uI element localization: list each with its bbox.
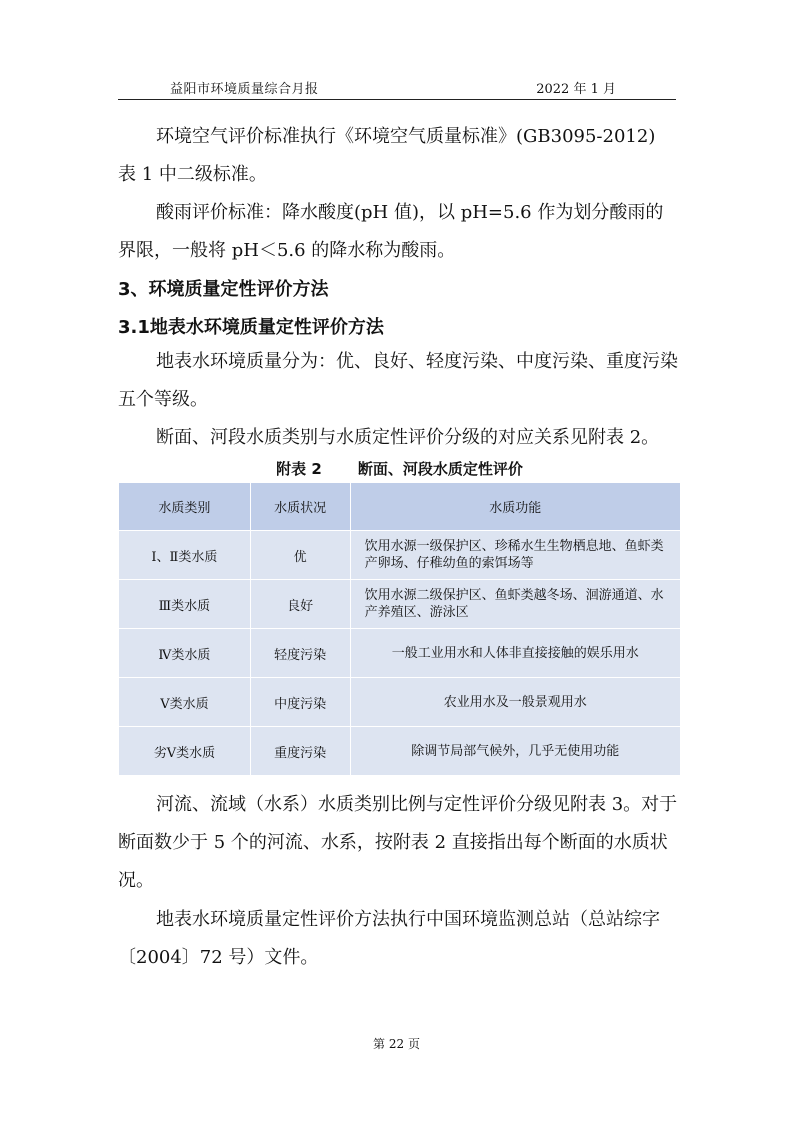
water-status-cell: 中度污染 <box>250 678 350 727</box>
water-class-cell: Ⅰ、Ⅱ类水质 <box>119 531 251 580</box>
water-function-cell: 一般工业用水和人体非直接接触的娱乐用水 <box>350 629 680 678</box>
water-function-cell: 饮用水源一级保护区、珍稀水生生物栖息地、鱼虾类产卵场、仔稚幼鱼的索饵场等 <box>350 531 680 580</box>
quality-levels-paragraph: 地表水环境质量分为：优、良好、轻度污染、中度污染、重度污染五个等级。 <box>118 351 678 410</box>
header-water-function: 水质功能 <box>350 483 680 531</box>
water-function-cell: 农业用水及一般景观用水 <box>350 678 680 727</box>
table-row <box>119 678 681 727</box>
water-function-cell: 饮用水源二级保护区、鱼虾类越冬场、洄游通道、水产养殖区、游泳区 <box>350 580 680 629</box>
water-status-cell: 良好 <box>250 580 350 629</box>
water-class-cell: Ⅴ类水质 <box>119 678 251 727</box>
method-reference-paragraph: 地表水环境质量定性评价方法执行中国环境监测总站（总站综字〔2004〕72 号）文件。 <box>118 909 660 968</box>
air-standard-paragraph: 环境空气评价标准执行《环境空气质量标准》(GB3095-2012) 表 1 中二级标准。 <box>118 126 656 185</box>
water-status-cell: 优 <box>250 531 350 580</box>
water-function-cell: 除调节局部气候外，几乎无使用功能 <box>350 727 680 776</box>
table-row <box>119 531 681 580</box>
section-heading-3: 3、环境质量定性评价方法 <box>118 279 329 300</box>
water-quality-table <box>118 482 681 776</box>
table-row <box>119 629 681 678</box>
water-status-cell: 轻度污染 <box>250 629 350 678</box>
header-water-status: 水质状况 <box>250 483 350 531</box>
table-header-row <box>119 483 681 531</box>
water-class-cell: 劣Ⅴ类水质 <box>119 727 251 776</box>
report-date: 2022 年 1 月 <box>536 82 616 97</box>
water-status-cell: 重度污染 <box>250 727 350 776</box>
table-row <box>119 580 681 629</box>
table-row <box>119 727 681 776</box>
table-caption-title: 断面、河段水质定性评价 <box>357 460 523 478</box>
header-water-class: 水质类别 <box>119 483 251 531</box>
table-caption-number: 附表 2 <box>276 460 322 478</box>
report-title: 益阳市环境质量综合月报 <box>170 82 319 97</box>
table-caption <box>118 458 681 479</box>
page-number: 第 22 页 <box>373 1037 420 1051</box>
page-header <box>118 72 676 100</box>
water-class-cell: Ⅳ类水质 <box>119 629 251 678</box>
table-reference-paragraph: 断面、河段水质类别与水质定性评价分级的对应关系见附表 2。 <box>156 427 660 448</box>
acid-rain-paragraph: 酸雨评价标准：降水酸度(pH 值)，以 pH=5.6 作为划分酸雨的界限，一般将 pH＜5.6 的降水称为酸雨。 <box>118 202 664 261</box>
section-heading-3-1: 3.1地表水环境质量定性评价方法 <box>118 317 384 338</box>
river-ratio-paragraph: 河流、流域（水系）水质类别比例与定性评价分级见附表 3。对于断面数少于 5 个的河流、水系，按附表 2 直接指出每个断面的水质状况。 <box>118 794 678 891</box>
water-class-cell: Ⅲ类水质 <box>119 580 251 629</box>
